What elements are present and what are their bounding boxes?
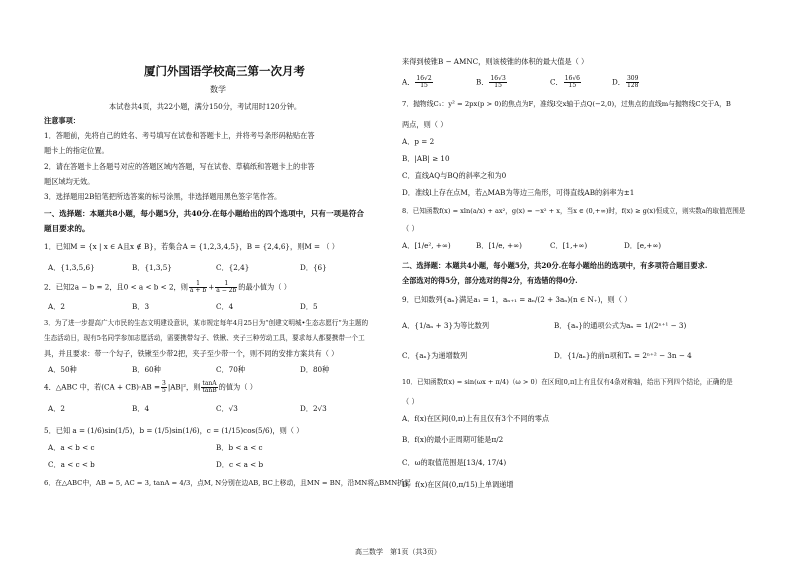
q6-c-den: 15 [568, 82, 577, 89]
q7-option-d: D．准线l上存在点M，若△MAB为等边三角形，可得直线AB的斜率为±1 [402, 188, 635, 197]
notice-1b: 题卡上的指定位置。 [44, 146, 109, 155]
q1-option-c: C．{2,4} [216, 263, 250, 272]
q2-plus: + [208, 282, 215, 292]
q4-f2-num: tanA [202, 380, 217, 387]
q6-c-num: 16√6 [564, 75, 580, 82]
question-9: 9．已知数列{aₙ}满足a₁ = 1，aₙ₊₁ = aₙ/(2 + 3aₙ)(n ∈ N₊)，则（ ） [402, 295, 632, 304]
question-10b: （ ） [402, 397, 419, 406]
q4-text-post: 的值为（ ） [218, 382, 257, 392]
q6-b-fraction [489, 76, 506, 89]
q10-option-d: D．f(x)在区间(0,π/15)上单调递增 [402, 480, 514, 489]
q6-d-label: D． [612, 77, 625, 87]
subject-label: 数学 [210, 85, 226, 94]
q2-f1-den: a + b [189, 287, 207, 294]
q10-option-c: C．ω的取值范围是[13/4, 17/4) [402, 458, 507, 467]
q7-option-c: C．直线AQ与BQ的斜率之和为0 [402, 171, 507, 180]
q4-text-pre: 4．△ABC 中，若(CA + CB)·AB = [44, 382, 160, 392]
q4-f1-num: 3 [161, 380, 166, 387]
q2-option-a: A．2 [48, 302, 65, 311]
q3-option-a: A．50种 [48, 365, 77, 374]
q5-option-c: C．a < c < b [48, 460, 95, 469]
notice-heading: 注意事项： [44, 116, 80, 125]
q9-option-d: D．{1/aₙ}的前n项和Tₙ = 2ⁿ⁺² − 3n − 4 [554, 351, 692, 360]
q1-option-a: A．{1,3,5,6} [48, 263, 95, 272]
question-2 [44, 281, 291, 294]
q3-option-b: B．60种 [132, 365, 161, 374]
q6-a-num: 16√2 [416, 75, 432, 82]
q6-b-den: 15 [494, 82, 502, 89]
q5-option-d: D．c < a < b [216, 460, 264, 469]
notice-2b: 题区域均无效。 [44, 177, 95, 186]
q4-option-c: C．√3 [216, 404, 238, 413]
q9-option-c: C．{aₙ}为递增数列 [402, 351, 468, 360]
q6-b-label: B． [476, 77, 489, 87]
q6-option-c [550, 76, 582, 89]
q6-d-num: 309 [626, 75, 639, 82]
q5-option-b: B．b < a < c [216, 443, 263, 452]
q8-option-a: A．[1/e², +∞) [402, 241, 451, 250]
q8-option-c: C．[1,+∞) [550, 241, 588, 250]
q8-option-b: B．[1/e, +∞) [476, 241, 522, 250]
question-6-cont: 来得到棱锥B − AMNC，则该棱锥的体积的最大值是（ ） [402, 57, 589, 66]
q6-c-label: C． [550, 77, 563, 87]
q7-option-a: A．p = 2 [402, 137, 435, 146]
q6-option-b [476, 76, 508, 89]
section1-heading-a: 一、选择题：本题共8小题，每小题5分，共40分.在每小题给出的四个选项中，只有一项是符合 [44, 209, 364, 218]
q3-option-d: D．80种 [300, 365, 330, 374]
q4-option-b: B．4 [132, 404, 150, 413]
q4-option-a: A．2 [48, 404, 65, 413]
q6-a-label: A． [402, 77, 415, 87]
question-3c: 具，并且要求：带一个勾子，铁锹至少带2把，夹子至少带一个，则不同的安排方案共有（ ） [44, 349, 339, 358]
notice-2a: 2．请在答题卡上各题号对应的答题区域内答题，写在试卷、草稿纸和答题卡上的非答 [44, 162, 315, 171]
question-4 [44, 381, 257, 394]
q2-option-b: B．3 [132, 302, 150, 311]
question-5: 5．已知 a = (1/6)sin(1/5)，b = (1/5)sin(1/6)，c = (1/15)cos(5/6)，则（ ） [44, 426, 304, 435]
question-7b: 两点，则（ ） [402, 120, 448, 129]
q2-f2-den: a − 2b [216, 287, 237, 294]
q6-d-fraction [626, 76, 639, 89]
q4-fraction-2 [201, 381, 217, 394]
question-3b: 生态活动日，现有5名同学参加志愿活动，需要携带勾子、铁锹、夹子三种劳动工具，要求每人都要携带一个工 [44, 334, 365, 342]
q7-option-b: B．|AB| ≥ 10 [402, 154, 450, 163]
q2-option-c: C．4 [216, 302, 234, 311]
page-title: 厦门外国语学校高三第一次月考 [144, 64, 305, 78]
q4-text-mid: |AB|²，则 [167, 382, 201, 392]
q2-fraction-1 [189, 281, 207, 294]
q6-a-den: 15 [420, 82, 428, 89]
q4-option-d: D．2√3 [300, 404, 327, 413]
question-3a: 3．为了进一步提高广大市民的生态文明建设意识，某市规定每年4月25日为“创建文明城•生态志愿行”为主题的 [44, 319, 369, 327]
q10-option-a: A．f(x)在区间(0,π)上有且仅有3个不同的零点 [402, 414, 550, 423]
q2-fraction-2 [215, 281, 237, 294]
q8-option-d: D．[e,+∞) [624, 241, 662, 250]
q2-f2-num: 1 [215, 281, 237, 288]
q4-fraction-1 [161, 381, 167, 394]
q6-option-a [402, 76, 434, 89]
q4-f2-den: tanB [202, 387, 217, 394]
question-8a: 8．已知函数f(x) = xln(a/x) + ax²，g(x) = −x² + x，当x ∈ (0,+∞)时，f(x) ≥ g(x)恒成立，则实数a的取值范围是 [402, 207, 746, 215]
question-6: 6．在△ABC中，AB = 5, AC = 3, tanA = 4/3，点M, N分别在边AB, BC上移动，且MN = BN，沿MN将△BMN折起 [44, 479, 411, 487]
page-footer: 高三数学 第1页（共3页） [355, 548, 441, 556]
q6-d-den: 128 [626, 82, 639, 89]
q2-f1-num: 1 [189, 281, 207, 288]
q5-option-a: A．a < b < c [48, 443, 95, 452]
question-1: 1．已知M = {x | x ∈ A且x ∉ B}，若集合A = {1,2,3,4,5}，B = {2,4,6}，则M = （ ） [44, 242, 339, 251]
q1-option-b: B．{1,3,5} [132, 263, 172, 272]
q6-a-fraction [415, 76, 432, 89]
q2-option-d: D．5 [300, 302, 318, 311]
question-8b: （ ） [402, 224, 419, 233]
q6-b-num: 16√3 [490, 75, 506, 82]
question-10a: 10．已知函数f(x) = sin(ωx + π/4)（ω > 0）在区间[0,π]上有且仅有4条对称轴，给出下列四个结论，正确的是 [402, 378, 733, 386]
q2-text-pre: 2．已知2a − b = 2，且0 < a < b < 2，则 [44, 282, 188, 292]
section1-heading-b: 题目要求的。 [44, 224, 90, 233]
q9-option-b: B．{aₙ}的通项公式为aₙ = 1/(2ⁿ⁺¹ − 3) [554, 321, 687, 330]
q1-option-d: D．{6} [300, 263, 327, 272]
q10-option-b: B．f(x)的最小正周期可能是π/2 [402, 435, 504, 444]
section2-heading-a: 二、选择题：本题共4小题，每小题5分，共20分.在每小题给出的选项中，有多项符合题目要求. [402, 261, 708, 270]
exam-info: 本试卷共4页，共22小题，满分150分，考试用时120分钟。 [109, 102, 302, 111]
q9-option-a: A．{1/aₙ + 3}为等比数列 [402, 321, 490, 330]
section2-heading-b: 全部选对的得5分，部分选对的得2分，有选错的得0分. [402, 276, 578, 285]
q6-c-fraction [564, 76, 581, 89]
notice-1a: 1．答题前，先将自己的姓名、考号填写在试卷和答题卡上，并将考号条形码粘贴在答 [44, 131, 315, 140]
q3-option-c: C．70种 [216, 365, 246, 374]
q2-text-post: 的最小值为（ ） [238, 282, 291, 292]
question-7a: 7．抛物线C₁：y² = 2px(p > 0)的焦点为F，准线l交x轴于点Q(−2,0)，过焦点的直线m与抛物线C交于A，B [402, 100, 731, 108]
q6-option-d [612, 76, 640, 89]
q4-f1-den: 5 [161, 387, 166, 394]
notice-3: 3．选择题用2B铅笔把所选答案的标号涂黑，非选择题用黑色签字笔作答。 [44, 192, 282, 201]
